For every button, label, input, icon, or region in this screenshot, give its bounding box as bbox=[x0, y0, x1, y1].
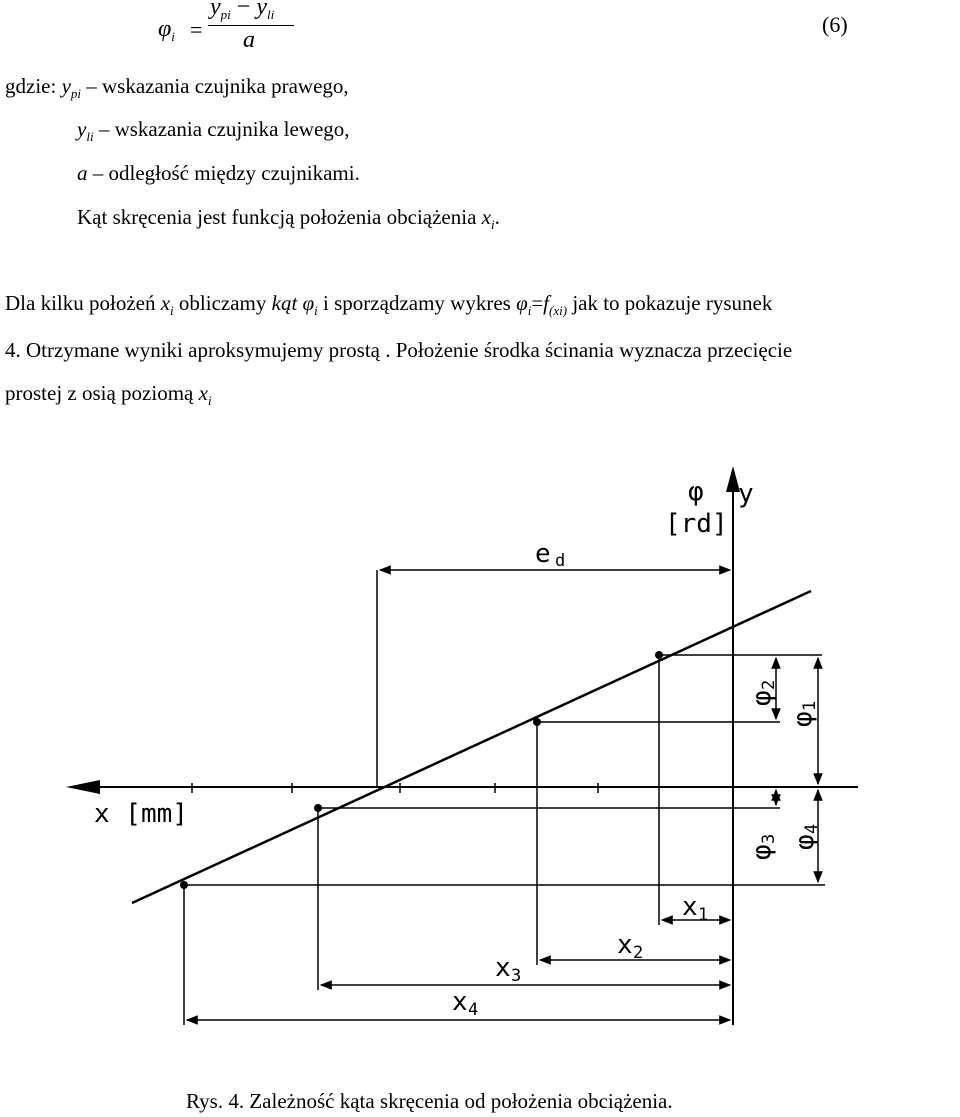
svg-text:x: x bbox=[682, 892, 698, 922]
para-line-1: Dla kilku położeń $x_i$ obliczamy kąt $\varphi_i$ i sporządzamy wykres $\varphi_i=f_{(xi)}$ jak to pokazuje rysunek bbox=[5, 291, 773, 318]
figure-caption: Rys. 4. Zależność kąta skręcenia od położenia obciążenia. bbox=[186, 1089, 673, 1113]
phi2-label bbox=[747, 680, 779, 706]
para-line-2: 4. Otrzymane wyniki aproksymujemy prostą . Położenie środka ścinania wyznacza przecięcie bbox=[5, 338, 793, 362]
data-point-4 bbox=[180, 881, 188, 889]
formula-numerator: $y_{pi} - y_{li}$ bbox=[210, 0, 275, 22]
svg-text:d: d bbox=[555, 551, 566, 571]
phi1-label bbox=[788, 701, 820, 727]
svg-text:φ: φ bbox=[790, 834, 820, 850]
data-point-3 bbox=[314, 804, 322, 812]
y-axis-y-label: y bbox=[738, 479, 754, 509]
data-point-2 bbox=[533, 718, 541, 726]
def-line-4: Kąt skręcenia jest funkcją położenia obciążenia $x_i$. bbox=[77, 205, 500, 232]
svg-text:3: 3 bbox=[511, 966, 522, 986]
svg-text:1: 1 bbox=[698, 905, 709, 925]
svg-text:x: x bbox=[617, 930, 633, 960]
svg-text:φ: φ bbox=[788, 711, 818, 727]
def-line-2: $y_{li}$ – wskazania czujnika lewego, bbox=[77, 117, 350, 144]
svg-text:3: 3 bbox=[759, 833, 779, 844]
x3-label bbox=[495, 953, 521, 986]
svg-text:φ: φ bbox=[747, 844, 777, 860]
svg-text:2: 2 bbox=[759, 679, 779, 690]
def-line-3: a – odległość między czujnikami. bbox=[77, 161, 360, 185]
formula-denominator: a bbox=[243, 27, 255, 53]
ed-label bbox=[535, 539, 565, 571]
x-axis-label: x [mm] bbox=[94, 799, 188, 829]
svg-text:4: 4 bbox=[802, 823, 822, 834]
svg-text:2: 2 bbox=[633, 943, 644, 963]
svg-text:4: 4 bbox=[468, 1000, 479, 1020]
phi4-label bbox=[790, 824, 822, 850]
svg-text:x: x bbox=[452, 987, 468, 1017]
phi3-label bbox=[747, 834, 779, 860]
formula-equals: = bbox=[190, 17, 203, 42]
x2-label bbox=[617, 930, 643, 963]
svg-text:1: 1 bbox=[800, 700, 820, 711]
x4-label bbox=[452, 987, 478, 1020]
data-point-1 bbox=[655, 651, 663, 659]
x-axis-arrowhead bbox=[66, 780, 100, 794]
svg-text:φ: φ bbox=[747, 690, 777, 706]
def-line-1: gdzie: $y_{pi}$ – wskazania czujnika prawego, bbox=[5, 74, 349, 101]
x1-label bbox=[682, 892, 708, 925]
approximation-line bbox=[132, 591, 811, 903]
y-axis-unit-label: [rd] bbox=[665, 509, 728, 539]
svg-text:e: e bbox=[535, 539, 551, 569]
y-axis-phi-label: φ bbox=[688, 477, 704, 507]
formula-phi: $\varphi_i$ bbox=[158, 16, 175, 44]
svg-text:x: x bbox=[495, 953, 511, 983]
para-line-3: prostej z osią poziomą $x_i$ bbox=[5, 381, 212, 408]
equation-number: (6) bbox=[822, 12, 848, 37]
